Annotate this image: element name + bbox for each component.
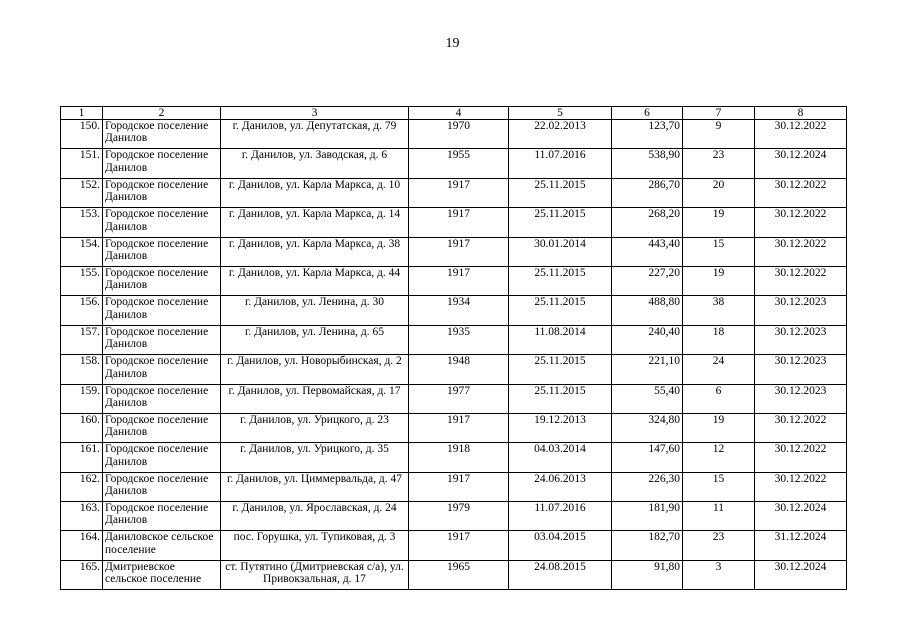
housing-register-table	[60, 106, 847, 590]
count-cell: 12	[683, 443, 755, 472]
municipality-cell: Городское поселение Данилов	[103, 384, 221, 413]
year-built-cell: 1917	[409, 237, 509, 266]
deadline-cell: 30.12.2022	[755, 208, 847, 237]
address-cell: г. Данилов, ул. Депутатская, д. 79	[221, 120, 409, 149]
municipality-cell: Городское поселение Данилов	[103, 237, 221, 266]
column-header: 5	[509, 107, 612, 120]
count-cell: 15	[683, 237, 755, 266]
address-cell: г. Данилов, ул. Ярославская, д. 24	[221, 502, 409, 531]
column-header: 7	[683, 107, 755, 120]
municipality-cell: Городское поселение Данилов	[103, 413, 221, 442]
date-cell: 04.03.2014	[509, 443, 612, 472]
area-cell: 538,90	[612, 149, 683, 178]
count-cell: 23	[683, 149, 755, 178]
municipality-cell: Городское поселение Данилов	[103, 149, 221, 178]
table-row	[61, 149, 847, 178]
deadline-cell: 30.12.2024	[755, 560, 847, 589]
municipality-cell: Даниловское сельское поселение	[103, 531, 221, 560]
area-cell: 182,70	[612, 531, 683, 560]
year-built-cell: 1917	[409, 413, 509, 442]
year-built-cell: 1917	[409, 531, 509, 560]
date-cell: 11.07.2016	[509, 149, 612, 178]
table-body	[61, 120, 847, 590]
municipality-cell: Дмитриевское сельское поселение	[103, 560, 221, 589]
table-row	[61, 355, 847, 384]
deadline-cell: 30.12.2023	[755, 325, 847, 354]
address-cell: г. Данилов, ул. Карла Маркса, д. 44	[221, 266, 409, 295]
row-number: 154.	[61, 237, 103, 266]
row-number: 164.	[61, 531, 103, 560]
date-cell: 11.08.2014	[509, 325, 612, 354]
row-number: 157.	[61, 325, 103, 354]
row-number: 150.	[61, 120, 103, 149]
table-row	[61, 178, 847, 207]
address-cell: ст. Путятино (Дмитриевская с/а), ул. Привокзальная, д. 17	[221, 560, 409, 589]
row-number: 162.	[61, 472, 103, 501]
date-cell: 11.07.2016	[509, 502, 612, 531]
deadline-cell: 30.12.2022	[755, 178, 847, 207]
table-row	[61, 325, 847, 354]
count-cell: 20	[683, 178, 755, 207]
row-number: 161.	[61, 443, 103, 472]
row-number: 151.	[61, 149, 103, 178]
municipality-cell: Городское поселение Данилов	[103, 296, 221, 325]
area-cell: 268,20	[612, 208, 683, 237]
deadline-cell: 30.12.2024	[755, 149, 847, 178]
count-cell: 19	[683, 208, 755, 237]
area-cell: 324,80	[612, 413, 683, 442]
address-cell: г. Данилов, ул. Карла Маркса, д. 38	[221, 237, 409, 266]
deadline-cell: 31.12.2024	[755, 531, 847, 560]
address-cell: г. Данилов, ул. Карла Маркса, д. 10	[221, 178, 409, 207]
area-cell: 91,80	[612, 560, 683, 589]
count-cell: 18	[683, 325, 755, 354]
municipality-cell: Городское поселение Данилов	[103, 443, 221, 472]
deadline-cell: 30.12.2024	[755, 502, 847, 531]
table-row	[61, 120, 847, 149]
address-cell: г. Данилов, ул. Новорыбинская, д. 2	[221, 355, 409, 384]
date-cell: 25.11.2015	[509, 266, 612, 295]
table-row	[61, 443, 847, 472]
deadline-cell: 30.12.2022	[755, 413, 847, 442]
date-cell: 03.04.2015	[509, 531, 612, 560]
table-row	[61, 531, 847, 560]
date-cell: 22.02.2013	[509, 120, 612, 149]
column-header: 8	[755, 107, 847, 120]
count-cell: 6	[683, 384, 755, 413]
area-cell: 443,40	[612, 237, 683, 266]
municipality-cell: Городское поселение Данилов	[103, 502, 221, 531]
year-built-cell: 1917	[409, 208, 509, 237]
table-row	[61, 266, 847, 295]
deadline-cell: 30.12.2023	[755, 355, 847, 384]
date-cell: 24.08.2015	[509, 560, 612, 589]
deadline-cell: 30.12.2022	[755, 472, 847, 501]
date-cell: 25.11.2015	[509, 178, 612, 207]
table-row	[61, 502, 847, 531]
count-cell: 24	[683, 355, 755, 384]
row-number: 158.	[61, 355, 103, 384]
year-built-cell: 1965	[409, 560, 509, 589]
municipality-cell: Городское поселение Данилов	[103, 472, 221, 501]
municipality-cell: Городское поселение Данилов	[103, 266, 221, 295]
date-cell: 24.06.2013	[509, 472, 612, 501]
date-cell: 25.11.2015	[509, 296, 612, 325]
date-cell: 25.11.2015	[509, 355, 612, 384]
address-cell: г. Данилов, ул. Заводская, д. 6	[221, 149, 409, 178]
count-cell: 3	[683, 560, 755, 589]
column-header: 2	[103, 107, 221, 120]
municipality-cell: Городское поселение Данилов	[103, 355, 221, 384]
table-row	[61, 237, 847, 266]
year-built-cell: 1977	[409, 384, 509, 413]
address-cell: г. Данилов, ул. Урицкого, д. 35	[221, 443, 409, 472]
table-row	[61, 413, 847, 442]
column-header: 1	[61, 107, 103, 120]
area-cell: 147,60	[612, 443, 683, 472]
year-built-cell: 1948	[409, 355, 509, 384]
area-cell: 181,90	[612, 502, 683, 531]
municipality-cell: Городское поселение Данилов	[103, 325, 221, 354]
page-number: 19	[445, 36, 460, 51]
year-built-cell: 1934	[409, 296, 509, 325]
deadline-cell: 30.12.2022	[755, 237, 847, 266]
deadline-cell: 30.12.2022	[755, 443, 847, 472]
year-built-cell: 1917	[409, 178, 509, 207]
date-cell: 30.01.2014	[509, 237, 612, 266]
address-cell: г. Данилов, ул. Урицкого, д. 23	[221, 413, 409, 442]
table-header-row	[61, 107, 847, 120]
area-cell: 240,40	[612, 325, 683, 354]
area-cell: 221,10	[612, 355, 683, 384]
address-cell: г. Данилов, ул. Ленина, д. 65	[221, 325, 409, 354]
deadline-cell: 30.12.2023	[755, 296, 847, 325]
year-built-cell: 1917	[409, 472, 509, 501]
row-number: 152.	[61, 178, 103, 207]
year-built-cell: 1918	[409, 443, 509, 472]
address-cell: г. Данилов, ул. Карла Маркса, д. 14	[221, 208, 409, 237]
year-built-cell: 1955	[409, 149, 509, 178]
column-header: 6	[612, 107, 683, 120]
municipality-cell: Городское поселение Данилов	[103, 120, 221, 149]
table-row	[61, 560, 847, 589]
area-cell: 55,40	[612, 384, 683, 413]
row-number: 160.	[61, 413, 103, 442]
row-number: 155.	[61, 266, 103, 295]
year-built-cell: 1970	[409, 120, 509, 149]
table-row	[61, 384, 847, 413]
count-cell: 15	[683, 472, 755, 501]
date-cell: 25.11.2015	[509, 208, 612, 237]
count-cell: 19	[683, 413, 755, 442]
column-header: 3	[221, 107, 409, 120]
municipality-cell: Городское поселение Данилов	[103, 208, 221, 237]
year-built-cell: 1935	[409, 325, 509, 354]
area-cell: 226,30	[612, 472, 683, 501]
column-header: 4	[409, 107, 509, 120]
municipality-cell: Городское поселение Данилов	[103, 178, 221, 207]
address-cell: г. Данилов, ул. Ленина, д. 30	[221, 296, 409, 325]
deadline-cell: 30.12.2022	[755, 120, 847, 149]
count-cell: 9	[683, 120, 755, 149]
date-cell: 19.12.2013	[509, 413, 612, 442]
row-number: 165.	[61, 560, 103, 589]
address-cell: пос. Горушка, ул. Тупиковая, д. 3	[221, 531, 409, 560]
table-row	[61, 208, 847, 237]
area-cell: 286,70	[612, 178, 683, 207]
count-cell: 19	[683, 266, 755, 295]
table-row	[61, 472, 847, 501]
count-cell: 38	[683, 296, 755, 325]
deadline-cell: 30.12.2023	[755, 384, 847, 413]
area-cell: 488,80	[612, 296, 683, 325]
address-cell: г. Данилов, ул. Первомайская, д. 17	[221, 384, 409, 413]
count-cell: 23	[683, 531, 755, 560]
row-number: 163.	[61, 502, 103, 531]
row-number: 153.	[61, 208, 103, 237]
count-cell: 11	[683, 502, 755, 531]
area-cell: 227,20	[612, 266, 683, 295]
table-row	[61, 296, 847, 325]
row-number: 156.	[61, 296, 103, 325]
area-cell: 123,70	[612, 120, 683, 149]
year-built-cell: 1917	[409, 266, 509, 295]
row-number: 159.	[61, 384, 103, 413]
year-built-cell: 1979	[409, 502, 509, 531]
date-cell: 25.11.2015	[509, 384, 612, 413]
deadline-cell: 30.12.2022	[755, 266, 847, 295]
address-cell: г. Данилов, ул. Циммервальда, д. 47	[221, 472, 409, 501]
